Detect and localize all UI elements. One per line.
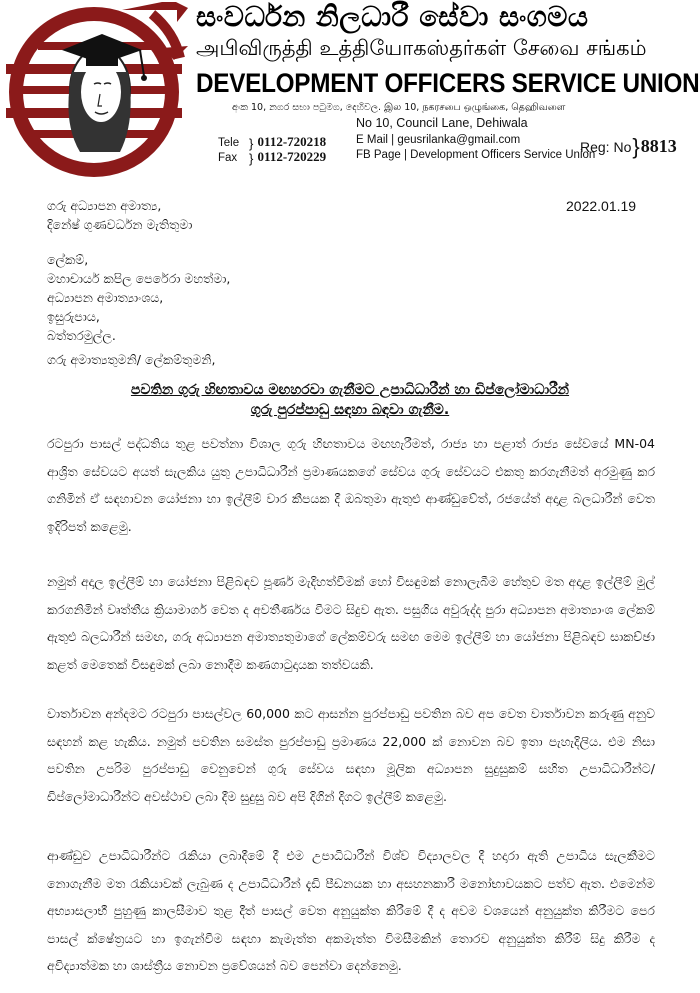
letter-subject (40, 380, 660, 420)
org-title-tamil: அபிவிருத்தி உத்தியோகஸ்தர்கள் சேவை சங்கம் (196, 36, 647, 60)
letter-date: 2022.01.19 (566, 198, 637, 214)
org-address-local: අංක 10, නගර සභා පටුමග, දෙහිවල. இல 10, நகரசபை ஒழுங்கை, தெஹிவளை (232, 102, 566, 113)
fb-label: FB Page (356, 149, 401, 161)
reg-number: 8813 (640, 136, 677, 156)
recipient-line: ලේකම්, (47, 252, 89, 267)
fax-number: 0112-720229 (257, 149, 327, 164)
body-paragraph: රටපුරා පාසල් පද්ධතිය තුළ පවත්නා විශාල ගුරු හිඟතාවය මඟහැරීමත්, රාජ්‍ය හා පළාත් රාජ්‍ය සේවයේ MN-04 ආශ්‍රිත සේවයට අයත් සැලකිය යුතු උපාධිධාරීන් ප්‍රමාණයකගේ සේවය ගුරු සේවයට එකතු කරගැනීමත් අරමුණු කර ගනිමින් ඒ සඳහාවන යෝජනා හා ඉල්ලීම් වාර කීපයක දී ඔබතුමා ඇතුළු ආණ්ඩුවේත්, රජයේත් අදාළ බලධාරීන් වෙත ඉදිරිපත් කළෙමු. (47, 436, 655, 534)
org-address-english: No 10, Council Lane, Dehiwala (356, 116, 528, 130)
email-label: E Mail (356, 134, 388, 146)
recipient-minister (47, 196, 192, 234)
online-contacts: E Mail | geusrilanka@gmail.com FB Page | Development Officers Service Union (356, 134, 596, 161)
body-paragraph: ආණ්ඩුව උපාධිධාරීන්ට රැකියා ලබාදීමේ දී එම උපාධිධාරීන් විශ්ව විද්‍යාලවල දී හදාරා ඇති උපාධිය සැලකීමට නොගැනීම මත රැකියාවක් ලැබුණ ද උපාධිධාරීන් දැඩි පීඩනයක හා අසහනකාරී මනෝභාවයකට පත්ව ඇත. එමෙන්ම අභ්‍යාසලාභී පුහුණු කාලසීමාව තුළ දීත් පාසල් වෙත අනුයුක්ත කිරීමේ දී ද අවම වශයෙන් අනුයුක්ත කිරීමට පෙර පාසල් ක්ෂේත්‍රයට හා ඉගැන්වීම සඳහා කැමැත්ත අකමැත්ත විමසීමකින් තොරව අනුයුක්ත කිරීම් සිදු කිරීම ද අවිද්‍යාත්මක හා ශාස්ත්‍රීය නොවන ප්‍රවේශයන් බව පෙන්වා දෙන්නෙමු. (47, 848, 655, 973)
registration-number: Reg: No}8813 (580, 134, 677, 159)
recipient-line: ගරු අධ්‍යාපන අමාත්‍ය, (47, 198, 162, 213)
union-logo-icon (2, 2, 192, 182)
recipient-secretary (47, 250, 230, 345)
org-title-english: DEVELOPMENT OFFICERS SERVICE UNION (196, 68, 700, 98)
tel-number: 0112-720218 (257, 134, 327, 149)
subject-line: පවතින ගුරු හිඟතාවය මඟහරවා ගැනීමට උපාධිධාරීන් හා ඩිප්ලෝමාධාරීන් (130, 382, 570, 398)
salutation: ගරු අමාත්‍යතුමනි/ ලේකම්තුමනි, (47, 352, 216, 367)
subject-line: ගුරු පුරප්පාඩු සඳහා බඳවා ගැනීම. (250, 402, 450, 418)
body-paragraph: වාර්තාවන අන්දමට රටපුරා පාසල්වල 60,000 කට ආසන්න පුරප්පාඩු පවතින බව අප වෙත වාර්තාවන කරුණු අනුව සඳහන් කළ හැකිය. නමුත් පවතින සමස්ත පුරප්පාඩු ප්‍රමාණය 22,000 ක් නොවන බව ඉතා පැහැදිලිය. එම නිසා පවතින උපරිම පුරප්පාඩු වෙනුවෙන් ගුරු සේවය සඳහා මූලික අධ්‍යාපන සුදුසුකම් සහිත උපාධිධාරීන්ට/ ඩිප්ලෝමාධාරීන්ට අවස්ථාව ලබා දීම සුදුසු බව අපි දිගින් දිගට ඉල්ලීම් කළෙමු. (47, 706, 655, 804)
recipient-line: ඉසුරුපාය, (47, 309, 100, 324)
tel-label: Tele (218, 137, 240, 149)
email-address: geusrilanka@gmail.com (397, 134, 521, 146)
fb-page: Development Officers Service Union (410, 149, 596, 161)
body-paragraph: නමුත් අදාල ඉල්ලීම් හා යෝජනා පිළිබඳව පූර්ණ මැදිහත්වීමක් හෝ විසඳුමක් නොලැබීම හේතුව මත අදාළ ඉල්ලීම් මුල් කරගනිමින් වෘත්තීය ක්‍රියාමාර්ග වෙත ද අවතීර්ණය වීමට සිදුව ඇත. පසුගිය අවුරුද්ද පුරා අධ්‍යාපන අමාත්‍යාංශ ලේකම් ඇතුළු බලධාරීන් සමඟ, ගරු අධ්‍යාපන අමාත්‍යතුමාගේ ලේකම්වරු සමඟ මෙම ඉල්ලීම් හා යෝජනා පිළිබඳව සාකච්ඡා කළත් මෙතෙක් විසඳුමක් ලබා නොදීම කණගාටුදායක තත්වයකි. (47, 574, 655, 672)
reg-label: Reg: No (580, 139, 632, 155)
phone-contacts: Tele } 0112-720218 Fax } 0112-720229 (218, 134, 327, 166)
org-title-sinhala: සංවර්ධන නිලධාරී සේවා සංගමය (196, 0, 589, 33)
recipient-line: මහාචාර්ය කපිල පෙරේරා මහත්මා, (47, 271, 231, 286)
fax-label: Fax (218, 152, 238, 164)
recipient-line: බත්තරමුල්ල. (47, 328, 116, 343)
recipient-line: දිනේෂ් ගුණවර්ධන මැතිතුමා (47, 217, 193, 232)
recipient-line: අධ්‍යාපන අමාත්‍යාංශය, (47, 290, 164, 305)
